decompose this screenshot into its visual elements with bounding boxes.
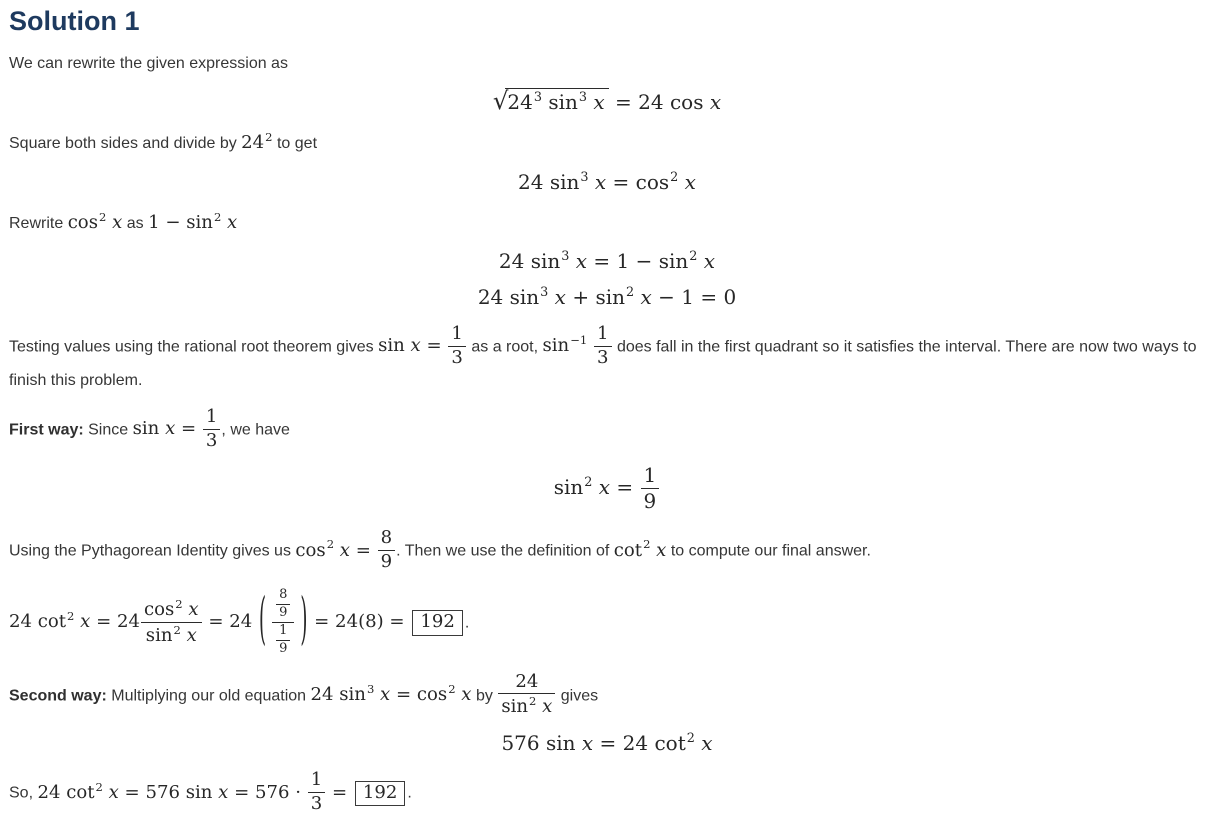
text-run: We can rewrite the given expression as [9,55,288,73]
math-frac [271,588,295,657]
math-i: x [455,684,472,706]
math-r: sin [553,475,584,500]
math-frac [140,598,203,647]
math-sup: 3 [561,249,570,265]
math-r: 3 [310,793,323,815]
math-sup: 2 [326,537,335,552]
math-sup: 2 [265,130,273,145]
math-r: 9 [279,604,288,620]
math-r: = 576 · [228,781,307,803]
inline-math [295,527,396,573]
math-sup: 2 [173,622,181,637]
inline-math [241,132,272,153]
math-i: x [634,284,652,309]
math-sup: −1 [570,333,588,348]
math-r: 24 cot [9,611,67,633]
math-r: = [610,475,640,500]
math-sup: 2 [686,731,695,747]
m-num [276,624,290,640]
math-r: cot [613,539,643,561]
m-num [276,588,290,604]
math-r: 1 − sin [148,211,213,233]
math-r: = 24 cos [608,90,710,115]
math-r: 3 [451,346,463,368]
math-r: 8 [380,527,393,549]
m-sqc [505,88,608,114]
math-r: 24 [507,90,533,115]
text-run: . [407,784,412,802]
math-i: x [106,211,123,233]
math-i: x [410,335,421,357]
math-sup: 2 [95,779,103,794]
text-run: as [122,214,149,232]
m-den [276,604,290,621]
solution-title: Solution 1 [9,6,140,36]
math-r: cos [144,598,175,620]
math-r: = cos [606,169,670,194]
math-r: sin [501,696,529,718]
math-i: x [678,169,696,194]
math-i: x [709,90,722,115]
math-r: 1 [643,463,657,488]
math-i: x [581,731,594,756]
equation-sin2-ninth [9,464,1205,513]
text-run: Rewrite [9,214,68,232]
math-r: sin [542,90,578,115]
text-run: So, [9,784,38,802]
math-frac [202,407,222,452]
math-r: cos [67,211,98,233]
m-den [276,640,290,657]
m-den [272,622,294,657]
m-den [641,488,660,513]
math-r: 1 [205,405,218,427]
math-r: 8 [279,586,288,602]
math-i: x [592,475,611,500]
math-r: 24 cot [37,781,95,803]
math-r: = 576 sin [118,781,219,803]
math-sup: 3 [533,90,542,106]
math-i: x [218,781,229,803]
m-bigc [271,588,295,657]
math-r: 9 [279,640,288,656]
math-r: 1 [279,622,288,638]
math-sqrt [493,88,609,114]
math-r: 24 sin [310,684,366,706]
m-den [448,346,466,369]
math-sup: 2 [213,209,222,224]
math-r: sin [132,418,166,440]
equation-sin3-cos2 [9,170,1205,194]
math-i: x [650,539,667,561]
inline-math [67,209,123,233]
math-big [258,588,308,657]
text-run: to get [272,135,318,153]
math-r: 24 sin [518,169,580,194]
math-frac [275,624,291,657]
equation-cubic-zero [9,285,1205,309]
math-sup: 3 [580,169,589,185]
equation-radical [9,88,1205,114]
m-num [308,770,326,792]
math-frac [640,464,661,513]
math-r: 24 sin [477,284,540,309]
math-r: 3 [597,346,609,368]
math-r: 24 sin [498,248,561,273]
para-pythagorean [9,528,1205,573]
math-i: x [165,418,176,440]
math-sup: 3 [366,681,375,696]
math-r: 192 [420,611,455,633]
inline-math [148,209,238,233]
inline-math [9,586,465,656]
math-r: 192 [362,781,398,803]
m-den [308,792,326,815]
math-box [412,610,463,636]
text-run: as a root, [466,338,543,356]
math-r: = [326,781,353,803]
math-i: x [180,624,197,646]
equation-sin3-1-sin2 [9,249,1205,273]
math-r: − 1 = 0 [651,284,737,309]
big-paren-open: ( [259,587,267,653]
math-i: x [694,731,713,756]
math-i: x [569,248,588,273]
m-num [594,324,612,346]
math-box [355,781,406,807]
math-r: 9 [380,551,393,573]
m-den [498,693,555,718]
math-r: = 24(8) = [308,611,411,633]
math-sup: 2 [625,285,635,301]
para-rewrite-cos2 [9,209,1205,236]
math-sup: 3 [578,90,588,106]
math-frac [377,528,397,573]
math-r: 1 [451,322,463,344]
text-run: by [471,687,498,705]
text-run: , we have [221,421,290,439]
text-run: Multiplying our old equation [106,687,311,705]
math-r: = 24 cot [593,731,686,756]
math-frac [307,770,327,815]
inline-math [542,322,613,368]
text-run: Using the Pythagorean Identity gives us [9,542,296,560]
text-run: . [464,614,470,632]
math-i: x [548,284,566,309]
math-sup: 2 [98,209,107,224]
inline-math [132,405,222,451]
m-den [378,550,396,573]
math-sup: 2 [584,475,593,491]
math-i: x [536,696,553,718]
para-rational-root [9,324,1205,392]
inline-math [497,670,556,718]
math-sup: 3 [540,285,549,301]
m-num [641,464,660,488]
math-r: = 24 [90,611,140,633]
math-r: sin [378,335,411,357]
m-num [203,407,221,429]
m-den [203,429,221,452]
math-sup: 2 [175,596,183,611]
para-rewrite-intro [9,52,1205,75]
inline-math [310,681,472,706]
text-run: to compute our final answer. [666,542,871,560]
text-run: gives [556,687,599,705]
para-first-way [9,407,1205,452]
text-run: . Then we use the definition of [396,542,614,560]
math-i: x [374,684,391,706]
math-i: x [588,169,607,194]
math-i: x [182,598,199,620]
m-num [141,598,202,622]
equation-576-sinx [9,731,1205,755]
math-sup: 2 [689,249,698,265]
m-num [498,672,555,694]
math-r: sin [145,624,173,646]
bold-lead: First way: [9,421,84,439]
text-run: Since [83,421,133,439]
math-r: 1 [597,322,609,344]
para-square-divide [9,129,1205,156]
math-r: = cos [390,684,448,706]
math-r: 24 [515,670,539,692]
inline-math [613,537,667,561]
math-r: = 1 − sin [587,248,689,273]
m-num [448,324,466,346]
math-sup: 2 [448,681,456,696]
math-i: x [334,539,350,561]
math-i: x [221,211,238,233]
math-r: 24 [241,132,265,154]
math-r: cos [295,539,326,561]
big-paren-close: ) [300,587,308,653]
math-frac [275,588,291,621]
m-den [594,346,612,369]
math-i: x [697,248,716,273]
text-run: does fall in the first quadrant so it satisfies the interval. There are now two ways to finish this problem. [9,338,1197,389]
math-r: = [420,335,448,357]
math-sup: 2 [643,537,651,552]
math-r: + sin [565,284,625,309]
math-i: x [74,611,91,633]
text-run: Square both sides and divide by [9,135,242,153]
math-frac [593,324,613,369]
math-r: 576 sin [501,731,582,756]
text-run: Testing values using the rational root theorem gives [9,338,379,356]
math-i: x [102,781,119,803]
math-frac [497,672,556,719]
math-r: 1 [310,769,323,791]
m-num [378,528,396,550]
para-first-way-computation [9,588,1205,657]
m-den [141,622,202,647]
math-sup: 2 [529,694,537,709]
math-r: sin [542,335,570,357]
inline-math [378,322,467,368]
para-second-way [9,672,1205,719]
inline-math [37,769,407,815]
m-num [272,588,294,622]
math-r: = [175,418,202,440]
math-r: = [350,539,377,561]
math-i: x [587,90,605,115]
bold-lead: Second way: [9,687,107,705]
math-r: 9 [643,489,657,514]
para-second-way-computation [9,770,1205,815]
math-sup: 2 [67,609,75,624]
math-frac [447,324,467,369]
math-sup: 2 [670,169,679,185]
math-r: = 24 [202,611,259,633]
math-r: 3 [205,429,218,451]
radical-sign: √ [492,86,509,116]
